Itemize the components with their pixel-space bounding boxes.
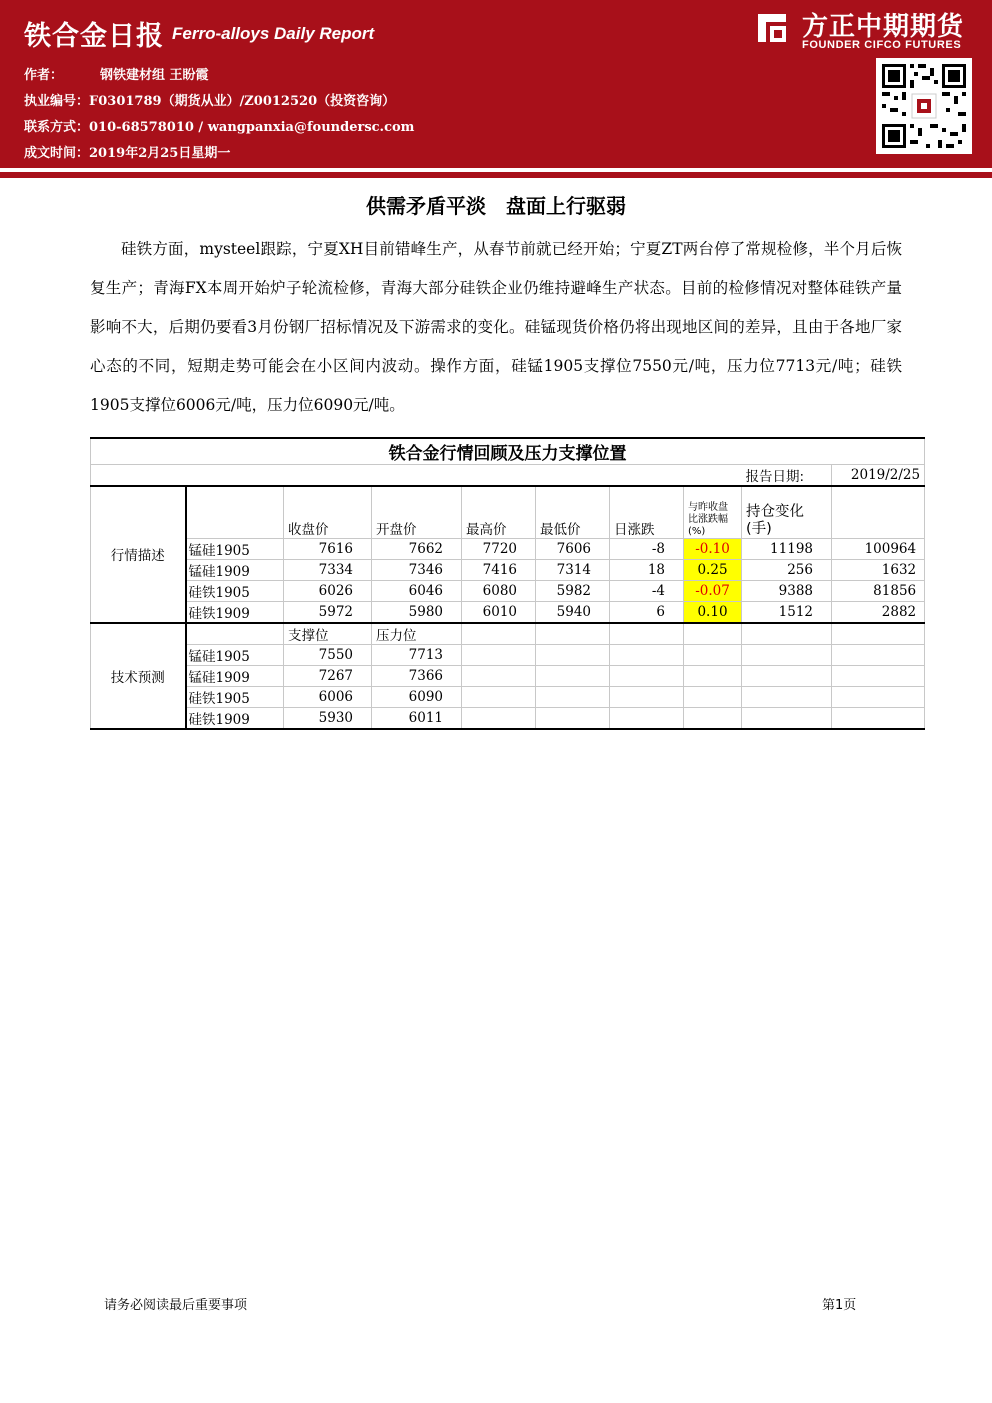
col-low-header: 最低价	[536, 486, 610, 538]
table-row	[91, 601, 925, 623]
row-name: 硅铁1905	[186, 580, 284, 601]
cell-low: 7314	[536, 559, 610, 580]
header-divider	[0, 172, 992, 178]
col-high-header: 最高价	[462, 486, 536, 538]
license-value: F0301789（期货从业）/Z0012520（投资咨询）	[89, 94, 396, 109]
cell-oi: 1632	[832, 559, 925, 580]
report-date-label: 报告日期:	[742, 465, 832, 487]
author-label: 作者：	[24, 68, 64, 83]
table-row	[91, 644, 925, 665]
page-number: 第1页	[822, 1298, 857, 1313]
cell-change: -4	[610, 580, 684, 601]
col-resistance-header: 压力位	[372, 623, 462, 645]
date-value: 2019年2月25日星期一	[89, 146, 231, 161]
market-section-label: 行情描述	[91, 486, 186, 623]
license-line	[24, 90, 395, 109]
tech-section-label: 技术预测	[91, 623, 186, 729]
row-name: 锰硅1905	[186, 644, 284, 665]
cell-close: 7616	[284, 538, 372, 559]
date-label: 成文时间：	[24, 146, 90, 161]
cell-high: 7416	[462, 559, 536, 580]
row-name: 硅铁1909	[186, 601, 284, 623]
author-line	[24, 64, 209, 83]
col-oi-header-line1: 持仓变化	[746, 503, 804, 520]
cell-low: 5940	[536, 601, 610, 623]
article-headline: 供需矛盾平淡 盘面上行驱弱	[366, 194, 626, 218]
cell-oi-change: 256	[742, 559, 832, 580]
qr-code-icon	[876, 58, 972, 154]
cell-oi: 100964	[832, 538, 925, 559]
cell-open: 7662	[372, 538, 462, 559]
table-row	[91, 580, 925, 601]
contact-value: 010-68578010 / wangpanxia@foundersc.com	[89, 120, 415, 135]
cell-open: 6046	[372, 580, 462, 601]
cell-support: 6006	[284, 686, 372, 707]
cell-high: 6010	[462, 601, 536, 623]
cell-open: 7346	[372, 559, 462, 580]
cell-oi: 2882	[832, 601, 925, 623]
cell-pct: -0.07	[684, 580, 742, 601]
cell-open: 5980	[372, 601, 462, 623]
cell-support: 7267	[284, 665, 372, 686]
cell-pct: 0.25	[684, 559, 742, 580]
report-date-value: 2019/2/25	[832, 465, 925, 487]
cell-change: 6	[610, 601, 684, 623]
cell-oi: 81856	[832, 580, 925, 601]
cell-high: 6080	[462, 580, 536, 601]
table-row	[91, 665, 925, 686]
cell-oi-change: 1512	[742, 601, 832, 623]
table-row	[91, 686, 925, 707]
author-value: 钢铁建材组 王盼霞	[100, 68, 209, 83]
col-pct-header	[684, 486, 742, 538]
cell-resistance: 6011	[372, 707, 462, 729]
col-oi-header	[742, 486, 832, 538]
cell-resistance: 6090	[372, 686, 462, 707]
cell-change: -8	[610, 538, 684, 559]
row-name: 锰硅1905	[186, 538, 284, 559]
row-name: 硅铁1905	[186, 686, 284, 707]
contact-line	[24, 116, 414, 135]
cell-support: 5930	[284, 707, 372, 729]
cell-resistance: 7366	[372, 665, 462, 686]
footer-notice: 请务必阅读最后重要事项	[104, 1298, 248, 1313]
logo-english-name: FOUNDER CIFCO FUTURES	[802, 39, 962, 51]
cell-pct: -0.10	[684, 538, 742, 559]
logo-chinese-name: 方正中期期货	[802, 12, 965, 42]
market-table-container	[90, 437, 924, 730]
cell-close: 7334	[284, 559, 372, 580]
col-support-header: 支撑位	[284, 623, 372, 645]
cell-low: 5982	[536, 580, 610, 601]
table-row	[91, 559, 925, 580]
col-open-header: 开盘价	[372, 486, 462, 538]
report-subtitle: Ferro-alloys Daily Report	[172, 24, 375, 43]
row-name: 锰硅1909	[186, 665, 284, 686]
cell-oi-change: 9388	[742, 580, 832, 601]
cell-resistance: 7713	[372, 644, 462, 665]
date-line	[24, 142, 230, 161]
company-logo-icon	[752, 8, 792, 48]
table-title: 铁合金行情回顾及压力支撑位置	[91, 438, 925, 465]
col-pct-header-line3: (%)	[688, 525, 706, 537]
article-paragraph: 硅铁方面，mysteel跟踪，宁夏XH目前错峰生产，从春节前就已经开始；宁夏ZT两台停了常规检修，半个月后恢复生产；青海FX本周开始炉子轮流检修，青海大部分硅铁企业仍维持避峰生产状态。目前的检修情况对整体硅铁产量影响不大，后期仍要看3月份钢厂招标情况及下游需求的变化。硅锰现货价格仍将出现地区间的差异，且由于各地厂家心态的不同，短期走势可能会在小区间内波动。操作方面，硅锰1905支撑位7550元/吨，压力位7713元/吨；硅铁1905支撑位6006元/吨，压力位6090元/吨。	[90, 240, 902, 414]
cell-oi-change: 11198	[742, 538, 832, 559]
report-header	[0, 0, 992, 168]
license-label: 执业编号：	[24, 94, 90, 109]
cell-pct: 0.10	[684, 601, 742, 623]
cell-support: 7550	[284, 644, 372, 665]
report-title: 铁合金日报	[24, 21, 164, 52]
cell-high: 7720	[462, 538, 536, 559]
table-row	[91, 538, 925, 559]
col-pct-header-line2: 比涨跌幅	[688, 513, 728, 525]
col-pct-header-line1: 与昨收盘	[688, 501, 728, 513]
col-oi-header-line2: (手)	[746, 520, 772, 537]
cell-low: 7606	[536, 538, 610, 559]
market-table	[90, 437, 925, 730]
col-close-header: 收盘价	[284, 486, 372, 538]
cell-close: 6026	[284, 580, 372, 601]
row-name: 锰硅1909	[186, 559, 284, 580]
contact-label: 联系方式：	[24, 120, 90, 135]
cell-change: 18	[610, 559, 684, 580]
cell-close: 5972	[284, 601, 372, 623]
table-row	[91, 707, 925, 729]
col-change-header: 日涨跌	[610, 486, 684, 538]
row-name: 硅铁1909	[186, 707, 284, 729]
